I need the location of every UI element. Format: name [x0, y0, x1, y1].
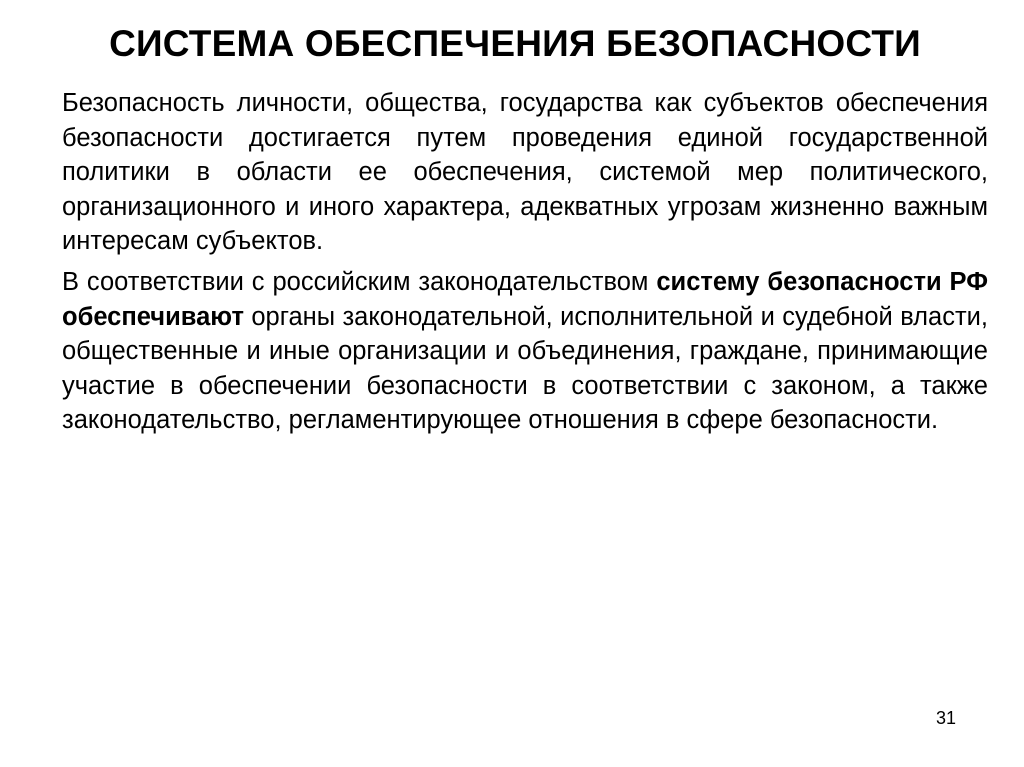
page-number: 31 — [936, 708, 957, 728]
paragraph-2-intro: В соответствии с российским законодательством — [62, 267, 657, 296]
slide-title: СИСТЕМА ОБЕСПЕЧЕНИЯ БЕЗОПАСНОСТИ — [109, 23, 921, 64]
paragraph-2-bold-phrase: систему безопасности РФ обеспечивают — [62, 267, 988, 331]
paragraph-2 — [62, 265, 988, 438]
slide-body — [62, 86, 988, 444]
paragraph-2-rest: органы законодательной, исполнительной и судебной власти, общественные и иные организации и объединения, граждане, принимающие участие в обеспечении безопасности в соответствии с законом, а также законодательство, регламентирующее отношения в сфере безопасности. — [62, 302, 988, 435]
paragraph-1: Безопасность личности, общества, государства как субъектов обеспечения безопасности достигается путем проведения единой государственной политики в области ее обеспечения, системой мер политического, организационного и иного характера, адекватных угрозам жизненно важным интересам субъектов. — [62, 89, 988, 256]
